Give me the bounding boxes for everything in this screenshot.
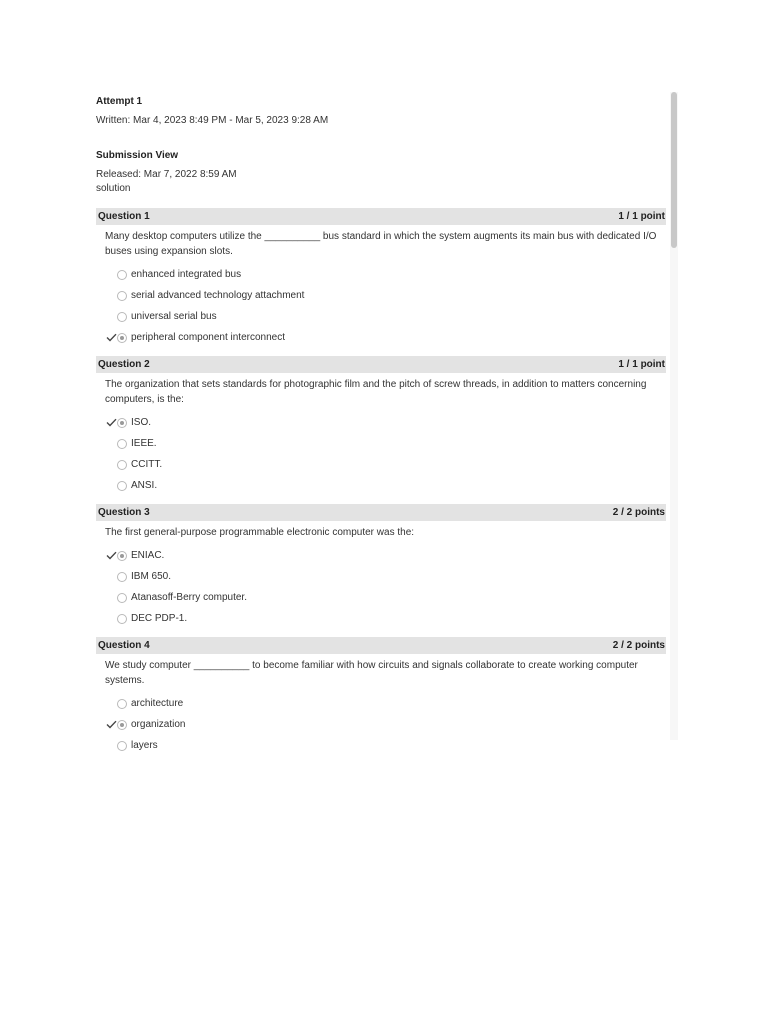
answer-option[interactable] <box>96 566 666 587</box>
submission-title: Submission View <box>96 150 179 161</box>
radio-button[interactable] <box>117 741 127 751</box>
scrollbar[interactable] <box>670 92 678 740</box>
submission-note: solution <box>96 183 131 194</box>
question-2 <box>96 356 666 504</box>
question-1 <box>96 208 666 356</box>
answer-label: enhanced integrated bus <box>131 269 242 280</box>
answer-option[interactable] <box>96 587 666 608</box>
question-score: 1 / 1 point <box>618 211 665 222</box>
answer-label: CCITT. <box>131 459 163 470</box>
answer-label: peripheral component interconnect <box>131 332 285 343</box>
answer-option[interactable] <box>96 475 666 496</box>
answer-options <box>96 261 666 356</box>
answer-option[interactable] <box>96 264 666 285</box>
checkmark-icon <box>105 333 117 342</box>
question-text: We study computer __________ to become familiar with how circuits and signals collaborate to create working computer systems. <box>105 660 638 686</box>
radio-button[interactable] <box>117 312 127 322</box>
radio-button[interactable] <box>117 418 127 428</box>
answer-label: DEC PDP-1. <box>131 613 188 624</box>
question-title: Question 4 <box>98 640 150 651</box>
answer-options <box>96 542 666 637</box>
answer-option[interactable] <box>96 693 666 714</box>
attempt-info <box>96 92 666 128</box>
radio-button[interactable] <box>117 439 127 449</box>
question-text: Many desktop computers utilize the __________ bus standard in which the system augments its main bus with dedicated I/O buses using expansion slots. <box>105 231 657 257</box>
attempt-written: Written: Mar 4, 2023 8:49 PM - Mar 5, 2023 9:28 AM <box>96 115 329 126</box>
answer-label: ANSI. <box>131 480 158 491</box>
radio-button[interactable] <box>117 460 127 470</box>
question-title: Question 1 <box>98 211 150 222</box>
answer-options <box>96 690 666 764</box>
attempt-title: Attempt 1 <box>96 96 143 107</box>
answer-label: universal serial bus <box>131 311 217 322</box>
radio-button[interactable] <box>117 481 127 491</box>
quiz-content <box>96 92 666 764</box>
answer-label: IBM 650. <box>131 571 172 582</box>
radio-button[interactable] <box>117 291 127 301</box>
scrollbar-thumb[interactable] <box>671 92 677 248</box>
answer-option[interactable] <box>96 608 666 629</box>
checkmark-icon <box>105 551 117 560</box>
question-4 <box>96 637 666 764</box>
checkmark-icon <box>105 418 117 427</box>
answer-label: serial advanced technology attachment <box>131 290 305 301</box>
question-list <box>96 208 666 764</box>
answer-option[interactable] <box>96 714 666 735</box>
question-text: The organization that sets standards for photographic film and the pitch of screw threads, in addition to matters concerning computers, is the: <box>105 379 647 405</box>
answer-label: ISO. <box>131 417 152 428</box>
radio-button[interactable] <box>117 333 127 343</box>
answer-option[interactable] <box>96 454 666 475</box>
answer-label: Atanasoff-Berry computer. <box>131 592 247 603</box>
question-title: Question 2 <box>98 359 150 370</box>
answer-label: IEEE. <box>131 438 157 449</box>
question-text: The first general-purpose programmable electronic computer was the: <box>105 527 415 538</box>
radio-button[interactable] <box>117 572 127 582</box>
question-3 <box>96 504 666 637</box>
question-score: 1 / 1 point <box>618 359 665 370</box>
answer-option[interactable] <box>96 433 666 454</box>
submission-released: Released: Mar 7, 2022 8:59 AM <box>96 169 237 180</box>
question-header <box>96 637 666 654</box>
answer-option[interactable] <box>96 412 666 433</box>
radio-button[interactable] <box>117 699 127 709</box>
answer-options <box>96 409 666 504</box>
radio-button[interactable] <box>117 614 127 624</box>
answer-label: ENIAC. <box>131 550 165 561</box>
quiz-viewport <box>92 92 678 751</box>
answer-label: architecture <box>131 698 184 709</box>
question-header <box>96 208 666 225</box>
answer-label: layers <box>131 740 158 751</box>
answer-option[interactable] <box>96 545 666 566</box>
radio-button[interactable] <box>117 551 127 561</box>
radio-button[interactable] <box>117 593 127 603</box>
answer-label: organization <box>131 719 186 730</box>
question-header <box>96 356 666 373</box>
answer-option[interactable] <box>96 735 666 756</box>
checkmark-icon <box>105 720 117 729</box>
question-title: Question 3 <box>98 507 150 518</box>
question-score: 2 / 2 points <box>612 507 665 518</box>
answer-option[interactable] <box>96 285 666 306</box>
answer-option[interactable] <box>96 306 666 327</box>
radio-button[interactable] <box>117 270 127 280</box>
answer-option[interactable] <box>96 327 666 348</box>
question-score: 2 / 2 points <box>612 640 665 651</box>
radio-button[interactable] <box>117 720 127 730</box>
submission-info <box>96 149 666 196</box>
question-header <box>96 504 666 521</box>
